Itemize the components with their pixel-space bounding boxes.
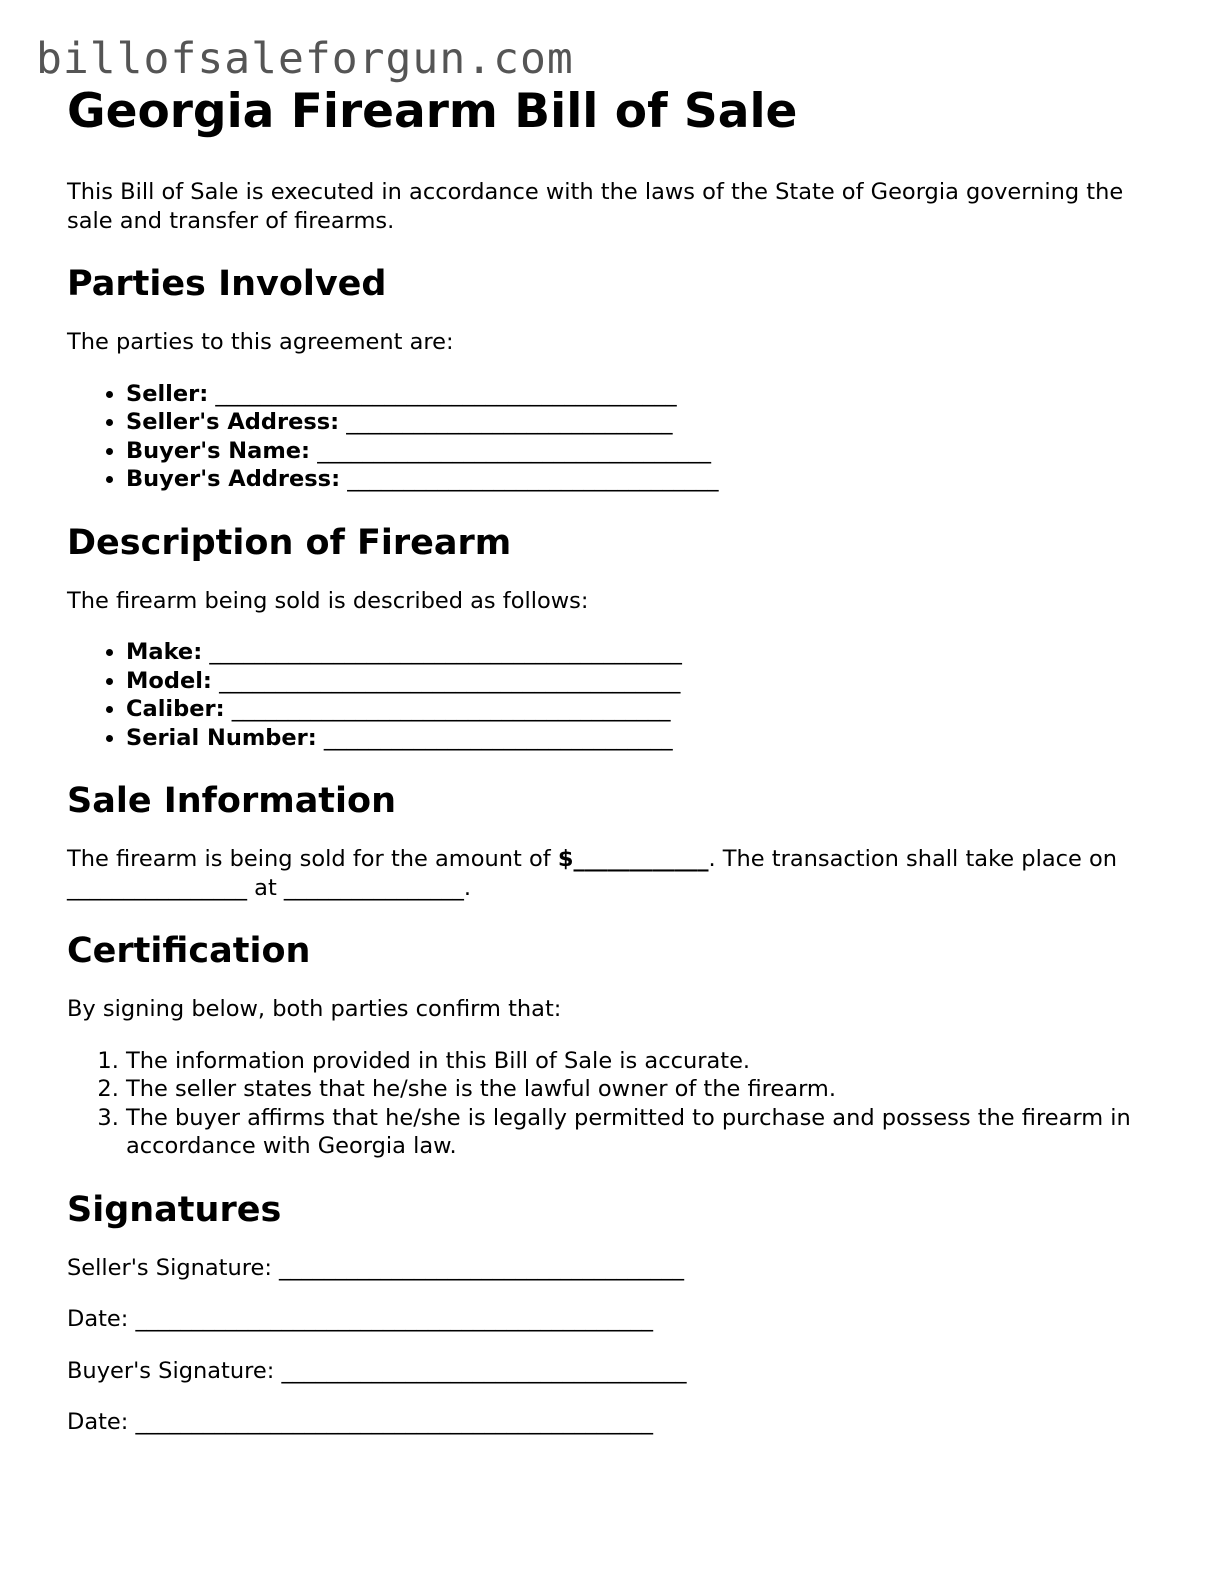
parties-heading: Parties Involved — [67, 264, 387, 305]
field-blank[interactable]: _________________________________________ — [219, 667, 681, 694]
field-blank[interactable]: _______________________________________ — [231, 696, 671, 723]
field-blank[interactable]: _________________________________ — [347, 466, 719, 493]
buyer-signature-line[interactable]: Buyer's Signature: ____________________________________ — [67, 1357, 687, 1384]
document — [67, 84, 1157, 1437]
field-label: Buyer's Address: — [126, 466, 341, 493]
certification-text: By signing below, both parties confirm that: — [67, 996, 562, 1023]
list-item — [126, 437, 1157, 466]
list-item — [126, 638, 1157, 667]
field-label: Buyer's Name: — [126, 437, 311, 464]
field-blank[interactable]: __________________________________________ — [209, 639, 682, 666]
field-label: Seller's Address: — [126, 409, 340, 436]
field-blank[interactable]: ___________________________________ — [317, 437, 711, 464]
sale-paragraph — [67, 845, 1157, 902]
list-item — [126, 465, 1157, 494]
sale-amount-blank[interactable]: $____________ — [557, 846, 709, 873]
seller-date-line[interactable]: Date: ______________________________________________ — [67, 1306, 654, 1333]
list-item — [126, 380, 1157, 409]
watermark: billofsaleforgun.com — [36, 34, 574, 84]
list-item: 3. The buyer affirms that he/she is legally permitted to purchase and possess the firearm in accordance with Georgia law. — [126, 1104, 1157, 1161]
firearm-text: The firearm being sold is described as follows: — [67, 587, 589, 614]
seller-signature-line[interactable]: Seller's Signature: ____________________________________ — [67, 1254, 685, 1281]
field-label: Seller: — [126, 380, 209, 407]
page-title: Georgia Firearm Bill of Sale — [67, 84, 798, 139]
field-blank[interactable]: _______________________________ — [323, 724, 673, 751]
field-label: Caliber: — [126, 696, 225, 723]
list-item — [126, 408, 1157, 437]
field-blank[interactable]: _____________________________ — [346, 409, 673, 436]
list-item: 2. The seller states that he/she is the lawful owner of the firearm. — [126, 1075, 1157, 1104]
field-label: Model: — [126, 667, 212, 694]
list-item: 1. The information provided in this Bill of Sale is accurate. — [126, 1047, 1157, 1076]
list-item — [126, 695, 1157, 724]
list-item — [126, 724, 1157, 753]
field-blank[interactable]: _________________________________________ — [215, 380, 677, 407]
certification-heading: Certification — [67, 931, 311, 972]
firearm-heading: Description of Firearm — [67, 522, 512, 563]
list-item — [126, 667, 1157, 696]
field-label: Serial Number: — [126, 724, 317, 751]
certification-list — [67, 1047, 1157, 1161]
signatures-heading: Signatures — [67, 1189, 282, 1230]
sale-heading: Sale Information — [67, 781, 396, 822]
parties-list — [67, 380, 1157, 494]
intro-paragraph: This Bill of Sale is executed in accordance with the laws of the State of Georgia governing the sale and transfer of firearms. — [67, 179, 1124, 234]
field-label: Make: — [126, 639, 203, 666]
parties-text: The parties to this agreement are: — [67, 329, 454, 356]
buyer-date-line[interactable]: Date: ______________________________________________ — [67, 1409, 654, 1436]
sale-text-before: The firearm is being sold for the amount of — [67, 846, 558, 873]
firearm-list — [67, 638, 1157, 752]
sale-text-after: . The transaction shall take place on ________________ at ________________. — [67, 846, 1118, 901]
